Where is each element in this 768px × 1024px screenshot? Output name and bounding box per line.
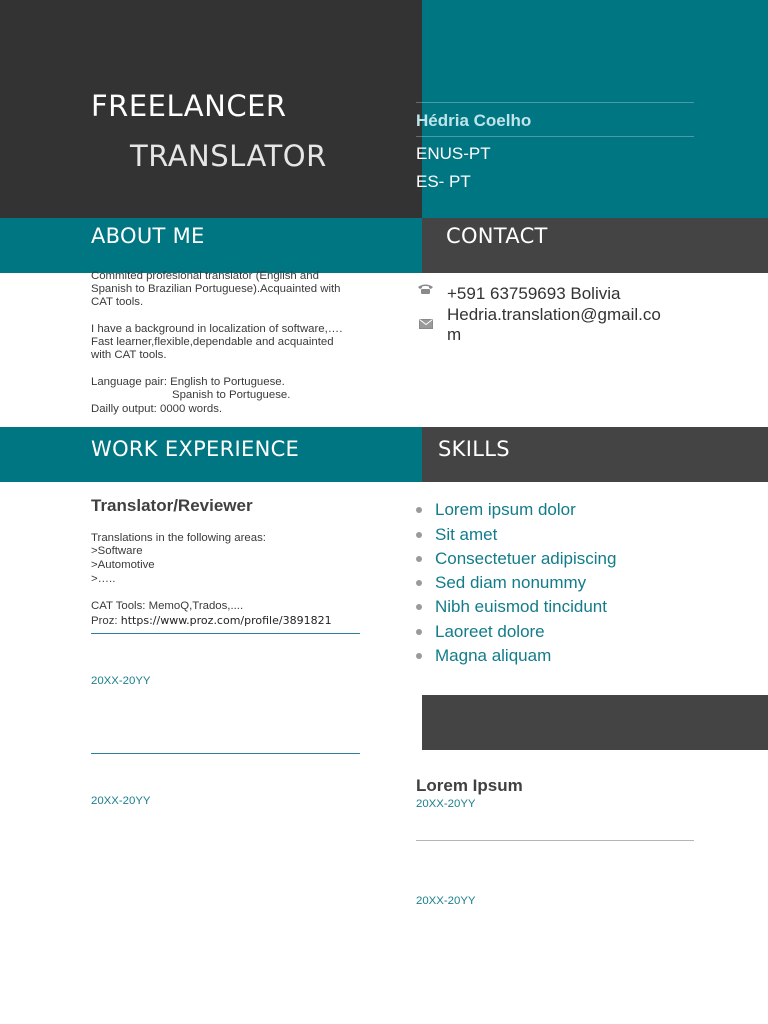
about-line: with CAT tools.	[91, 349, 167, 361]
email-line-1: Hedria.translation@gmail.co	[447, 305, 661, 324]
name-bottom-divider	[416, 136, 694, 137]
bullet-icon	[416, 604, 422, 610]
work-divider-1	[91, 633, 360, 634]
skill-label: Laoreet dolore	[435, 622, 545, 641]
bullet-icon	[416, 507, 422, 513]
about-heading: ABOUT ME	[91, 224, 205, 248]
about-bar	[0, 218, 422, 273]
work-line: >Automotive	[91, 559, 155, 571]
skill-label: Lorem ipsum dolor	[435, 500, 576, 519]
education-date-2: 20XX-20YY	[416, 895, 476, 907]
phone-icon	[417, 283, 434, 298]
skill-label: Consectetuer adipiscing	[435, 549, 617, 568]
about-line: I have a background in localization of software,….	[91, 323, 343, 335]
bullet-icon	[416, 580, 422, 586]
job-title: Translator/Reviewer	[91, 496, 253, 515]
language-pair-1: ENUS-PT	[416, 144, 491, 163]
about-line: Fast learner,flexible,dependable and acquainted	[91, 336, 334, 348]
skill-label: Magna aliquam	[435, 646, 552, 665]
contact-heading: CONTACT	[446, 224, 548, 248]
work-divider-2	[91, 753, 360, 754]
skills-heading: SKILLS	[438, 437, 510, 461]
email-line-2: m	[447, 325, 462, 344]
work-date-1: 20XX-20YY	[91, 675, 151, 687]
about-line: Dailly output: 0000 words.	[91, 403, 223, 415]
education-bar	[422, 695, 768, 750]
language-pair-2: ES- PT	[416, 172, 471, 191]
work-line: CAT Tools: MemoQ,Trados,....	[91, 600, 244, 612]
title-line-2: TRANSLATOR	[130, 139, 327, 173]
about-line: Language pair: English to Portuguese.	[91, 376, 285, 388]
proz-line	[91, 614, 332, 629]
work-date-2: 20XX-20YY	[91, 795, 151, 807]
about-line: Commited profesional translator (English and	[91, 270, 319, 282]
skill-item	[416, 525, 497, 545]
skill-item	[416, 646, 551, 666]
phone-number: +591 63759693 Bolivia	[447, 284, 621, 303]
education-date-1: 20XX-20YY	[416, 798, 476, 810]
work-line: >Software	[91, 545, 143, 557]
candidate-name: Hédria Coelho	[416, 111, 532, 130]
work-line: Translations in the following areas:	[91, 532, 266, 544]
title-line-1: FREELANCER	[91, 89, 287, 123]
header-right-panel	[422, 0, 768, 218]
proz-label: Proz:	[91, 615, 118, 627]
work-line: >…..	[91, 573, 116, 585]
bullet-icon	[416, 653, 422, 659]
skill-label: Sit amet	[435, 525, 498, 544]
bullet-icon	[416, 629, 422, 635]
about-line: Spanish to Brazilian Portuguese).Acquainted with	[91, 283, 341, 295]
skill-item	[416, 549, 616, 569]
bullet-icon	[416, 556, 422, 562]
skill-item	[416, 500, 576, 520]
email-address[interactable]	[447, 305, 661, 345]
education-divider	[416, 840, 694, 841]
work-heading: WORK EXPERIENCE	[91, 437, 300, 461]
skill-item	[416, 573, 586, 593]
education-entry-title: Lorem Ipsum	[416, 776, 523, 795]
skill-item	[416, 597, 607, 617]
envelope-icon	[419, 318, 433, 332]
name-top-divider	[416, 102, 694, 103]
about-line: CAT tools.	[91, 296, 144, 308]
proz-link[interactable]: https://www.proz.com/profile/3891821	[120, 614, 332, 627]
skill-label: Sed diam nonummy	[435, 573, 587, 592]
skill-label: Nibh euismod tincidunt	[435, 597, 607, 616]
about-line: Spanish to Portuguese.	[172, 389, 291, 401]
skill-item	[416, 622, 545, 642]
bullet-icon	[416, 532, 422, 538]
